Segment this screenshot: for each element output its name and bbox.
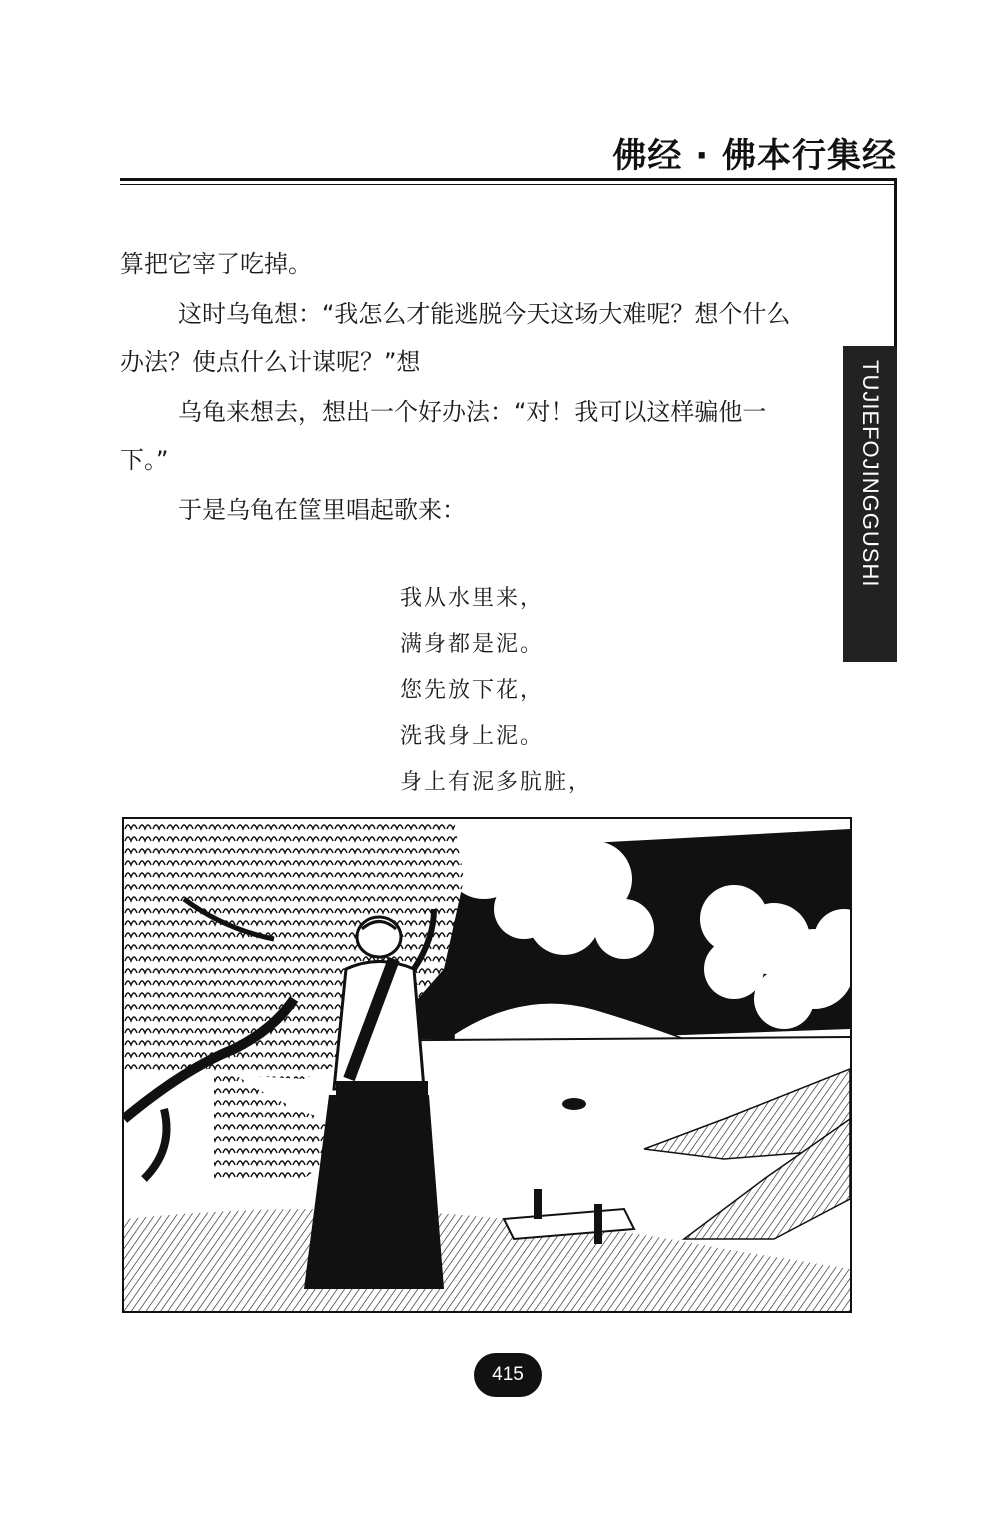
body-text [120, 240, 810, 534]
header-rule-vertical [894, 178, 897, 346]
woodcut-illustration-icon [124, 819, 850, 1311]
poem-line: 身上有泥多肮脏， [400, 770, 593, 795]
paragraph: 乌龟来想去，想出一个好办法：“对！我可以这样骗他一下。” [120, 398, 767, 474]
page-number: 415 [492, 1364, 524, 1385]
header-rule-thin [120, 184, 897, 185]
paragraph: 于是乌龟在筐里唱起歌来： [178, 496, 466, 524]
poem [400, 576, 592, 806]
side-tab-label: TUJIEFOJINGGUSHI [858, 360, 883, 588]
poem-line: 满身都是泥。 [400, 632, 545, 657]
side-tab [843, 346, 897, 662]
header-rule [120, 178, 897, 181]
page-header-title: 佛经 · 佛本行集经 [612, 136, 897, 176]
poem-line: 我从水里来， [400, 586, 545, 611]
paragraph: 算把它宰了吃掉。 [120, 250, 312, 278]
page-number-badge [474, 1353, 542, 1397]
illustration [122, 817, 852, 1313]
paragraph: 这时乌龟想：“我怎么才能逃脱今天这场大难呢？想个什么办法？使点什么计谋呢？”想 [120, 300, 791, 376]
poem-line: 您先放下花， [400, 678, 545, 703]
poem-line: 洗我身上泥。 [400, 724, 545, 749]
